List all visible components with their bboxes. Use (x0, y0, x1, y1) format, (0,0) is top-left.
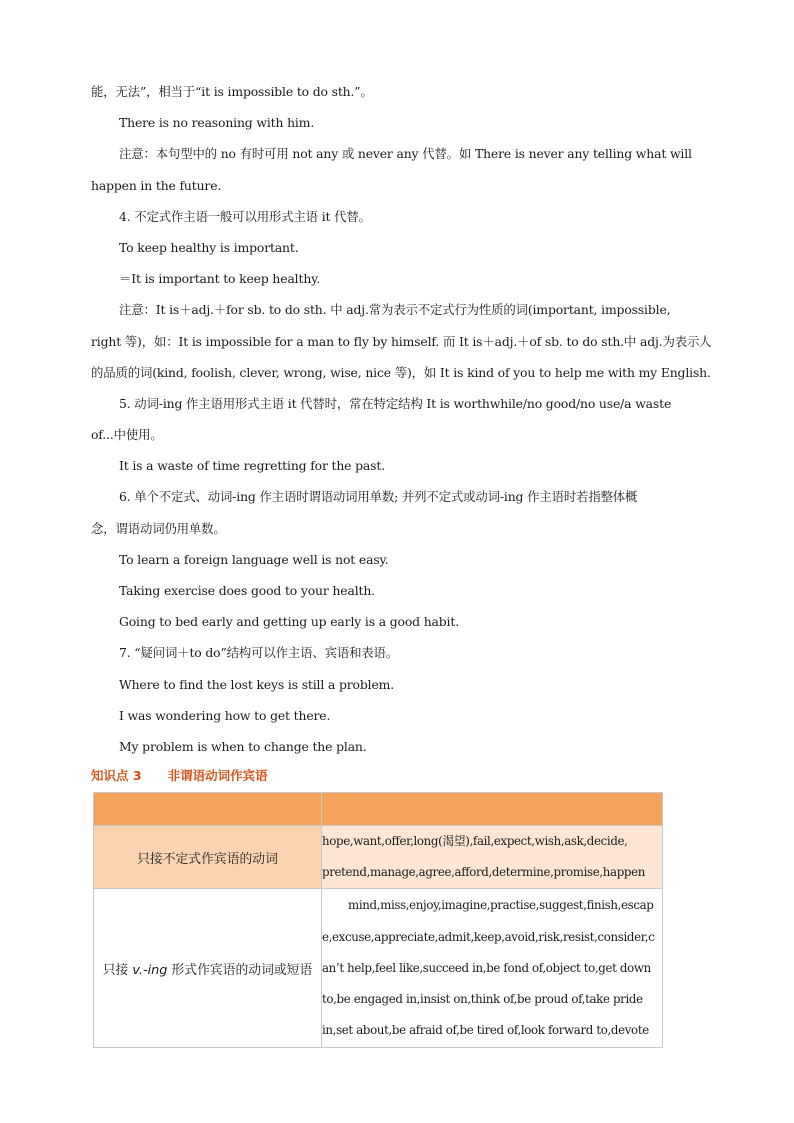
text-line: My problem is when to change the plan. (119, 738, 367, 754)
row-content (322, 826, 663, 889)
text-line: 注意：It is＋adj.＋for sb. to do sth. 中 adj.常为表示不定式行为性质的词(important, impossible, (119, 302, 671, 318)
text-line: 4. 不定式作主语一般可以用形式主语 it 代替。 (119, 208, 371, 224)
document-body (91, 76, 712, 789)
text-line: 5. 动词-ing 作主语用形式主语 it 代替时，常在特定结构 It is worthwhile/no good/no use/a waste (119, 395, 672, 411)
row-content (322, 889, 663, 1048)
text-line: 7. “疑问词＋to do”结构可以作主语、宾语和表语。 (119, 645, 399, 661)
text-line: To learn a foreign language well is not easy. (119, 551, 389, 567)
content-line: to,be engaged in,insist on,think of,be proud of,take pride (322, 991, 643, 1006)
table-header-row (94, 793, 663, 826)
label-part: 只接 (102, 962, 133, 978)
text-line: Where to find the lost keys is still a problem. (119, 676, 395, 692)
label-emphasis: v.-ing (132, 962, 168, 978)
text-line: I was wondering how to get there. (119, 707, 331, 723)
content-line: pretend,manage,agree,afford,determine,promise,happen (322, 865, 646, 880)
text-line: ＝It is important to keep healthy. (119, 271, 321, 287)
text-line: 的品质的词(kind, foolish, clever, wrong, wise, nice 等)，如 It is kind of you to help me with my English. (91, 364, 711, 380)
text-line: It is a waste of time regretting for the past. (119, 458, 385, 474)
table-row (94, 826, 663, 889)
text-line: right 等)，如：It is impossible for a man to fly by himself. 而 It is＋adj.＋of sb. to do sth.中 adj.为表示人 (91, 333, 712, 349)
text-line: 能，无法”，相当于“it is impossible to do sth.”。 (91, 84, 373, 99)
label-part: 形式作宾语的动词或短语 (167, 962, 313, 978)
content-line: mind,miss,enjoy,imagine,practise,suggest,finish,escap (348, 898, 654, 913)
row-label (94, 889, 322, 1048)
section-heading (91, 763, 705, 789)
content-line: e,excuse,appreciate,admit,keep,avoid,risk,resist,consider,c (322, 929, 655, 944)
verb-table (93, 792, 663, 1048)
text-line: 6. 单个不定式、动词-ing 作主语时谓语动词用单数; 并列不定式或动词-ing 作主语时若指整体概 (119, 489, 638, 505)
content-line: hope,want,offer,long(渴望),fail,expect,wish,ask,decide, (322, 834, 628, 848)
header-cell (94, 793, 322, 826)
section-title: 非谓语动词作宾语 (167, 768, 268, 784)
header-cell (322, 793, 663, 826)
table-row (94, 889, 663, 1048)
row-label: 只接不定式作宾语的动词 (94, 826, 322, 889)
section-number: 知识点 3 (91, 768, 142, 784)
text-line: There is no reasoning with him. (119, 115, 315, 131)
content-line: an’t help,feel like,succeed in,be fond of,object to,get down (322, 960, 651, 975)
text-line: To keep healthy is important. (119, 239, 299, 255)
text-line: Taking exercise does good to your health. (119, 583, 375, 598)
text-line: happen in the future. (91, 177, 222, 193)
text-line: 注意：本句型中的 no 有时可用 not any 或 never any 代替。如 There is never any telling what will (119, 146, 692, 162)
text-line: 念，谓语动词仍用单数。 (91, 520, 226, 536)
text-line: of...中使用。 (91, 427, 163, 443)
content-line: in,set about,be afraid of,be tired of,look forward to,devote (322, 1023, 649, 1038)
text-line: Going to bed early and getting up early is a good habit. (119, 614, 459, 630)
